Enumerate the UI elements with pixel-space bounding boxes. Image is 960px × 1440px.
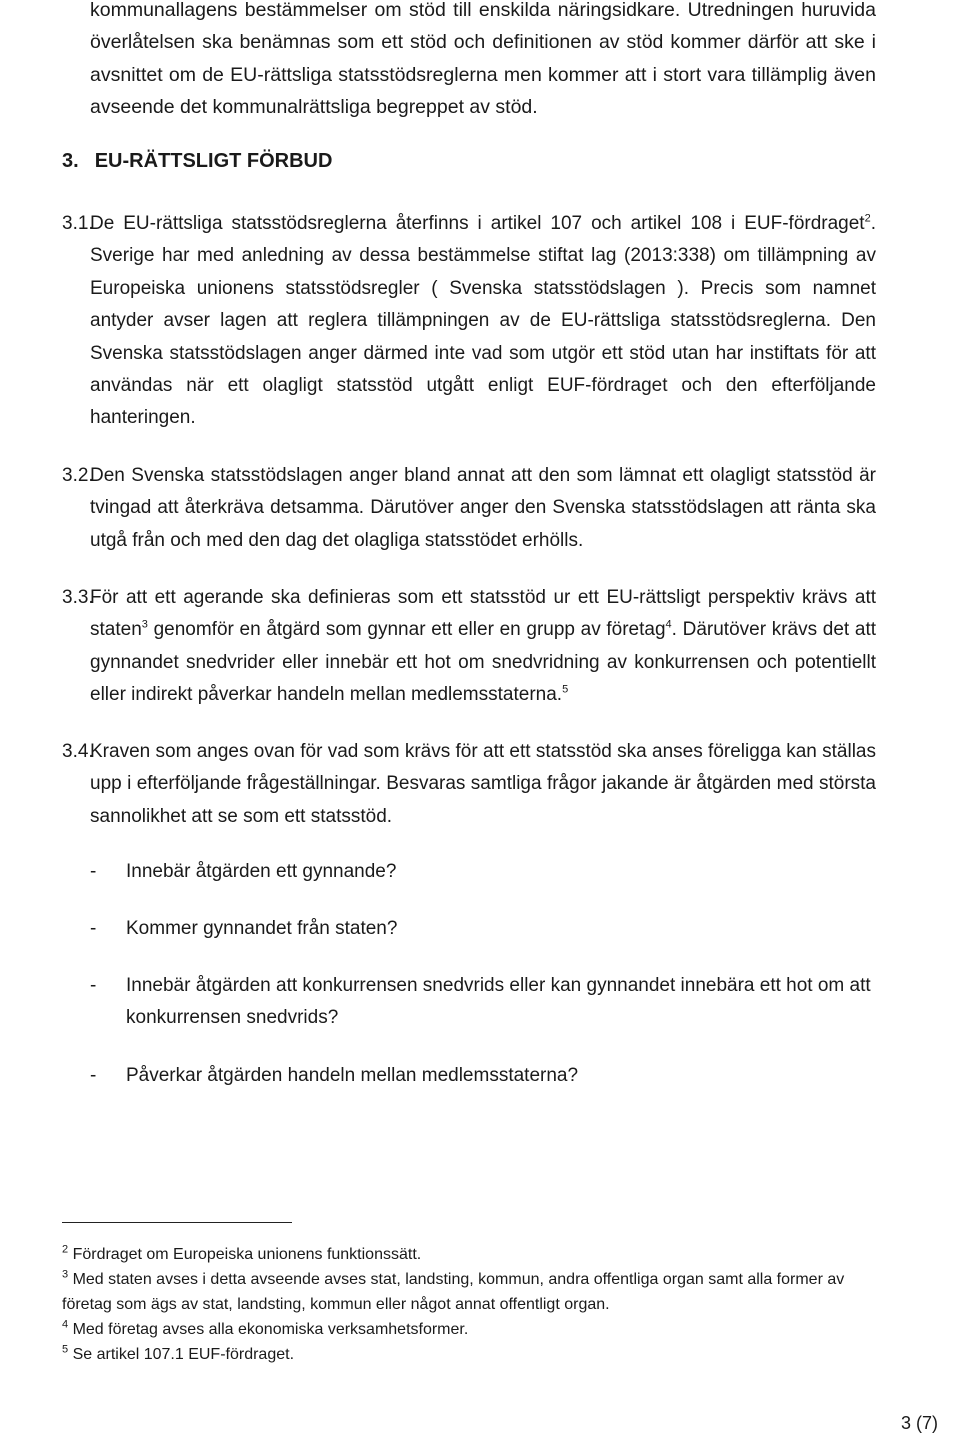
- section-number: 3.1.: [62, 213, 94, 234]
- footnote-ref[interactable]: 3: [141, 619, 148, 632]
- heading-number: 3.: [62, 150, 79, 172]
- footnote-text: Se artikel 107.1 EUF-fördraget.: [68, 1346, 295, 1363]
- footnote: [62, 1342, 882, 1367]
- footnote: [62, 1317, 882, 1342]
- footnote: [62, 1267, 882, 1317]
- question-text: Innebär åtgärden att konkurrensen snedvrids eller kan gynnandet innebära ett hot om att konkurrensen snedvrids?: [126, 975, 871, 1029]
- question-item: [90, 913, 876, 945]
- section-text: För att ett agerande ska definieras som ett statsstöd ur ett EU-rättsligt perspektiv krävs att staten: [90, 587, 876, 641]
- question-item: [90, 856, 876, 888]
- section-3-3: [62, 582, 876, 712]
- footnote: [62, 1242, 882, 1267]
- footnotes: [62, 1242, 882, 1367]
- section-3-1: [62, 208, 876, 435]
- footnote-text: Fördraget om Europeiska unionens funktionssätt.: [68, 1246, 422, 1263]
- question-item: [90, 970, 876, 1035]
- section-text: De EU-rättsliga statsstödsreglerna återfinns i artikel 107 och artikel 108 i EUF-fördraget: [90, 213, 865, 234]
- section-number: 3.4.: [62, 741, 94, 762]
- section-text: genomför en åtgärd som gynnar ett eller en grupp av företag: [147, 619, 666, 641]
- question-text: Kommer gynnandet från staten?: [126, 918, 398, 939]
- page-number: 3 (7): [900, 1413, 938, 1433]
- section-body: [90, 582, 876, 712]
- section-text: . Därutöver krävs det att gynnandet snedvrider eller innebär ett hot om snedvridning av konkurrensen och potentiellt eller indirekt påverkar handeln mellan medlemsstaterna.: [90, 619, 876, 706]
- list-dash: -: [90, 918, 97, 939]
- section-body: Den Svenska statsstödslagen anger bland annat att den som lämnat ett olagligt statsstöd är tvingad att återkräva detsamma. Därutöver anger den Svenska statsstödslagen att ränta ska utgå från och med den dag det olagliga statsstödet erhölls.: [90, 465, 876, 551]
- footnote-text: Med företag avses alla ekonomiska verksamhetsformer.: [68, 1321, 469, 1338]
- list-dash: -: [90, 1065, 97, 1086]
- footnote-number: 2: [62, 1243, 69, 1256]
- footnote-divider: [62, 1222, 292, 1223]
- section-body: [90, 208, 876, 435]
- question-item: [90, 1060, 876, 1092]
- section-number: 3.2.: [62, 465, 94, 486]
- footnote-text: Med staten avses i detta avseende avses stat, landsting, kommun, andra offentliga organ samt alla former av företag som ägs av stat, landsting, kommun eller något annat offentligt organ.: [62, 1271, 845, 1313]
- section-body: Kraven som anges ovan för vad som krävs för att ett statsstöd ska anses föreligga kan ställas upp i efterföljande frågeställningar. Besvaras samtliga frågor jakande är åtgärden med största sannolikhet att se som ett statsstöd.: [90, 741, 876, 827]
- footnote-ref[interactable]: 4: [665, 619, 672, 632]
- heading-title: EU-RÄTTSLIGT FÖRBUD: [94, 150, 333, 172]
- question-text: Påverkar åtgärden handeln mellan medlemsstaterna?: [126, 1065, 579, 1086]
- section-heading: [62, 150, 332, 173]
- section-number: 3.3.: [62, 587, 94, 608]
- footnote-number: 3: [62, 1268, 69, 1281]
- section-3-4: [62, 736, 876, 833]
- list-dash: -: [90, 861, 97, 882]
- section-text: . Sverige har med anledning av dessa bestämmelse stiftat lag (2013:338) om tillämpning av Europeiska unionens statsstödsregler ( Svenska statsstödslagen ). Precis som namnet antyder avser lagen att reglera tillämpningen av de EU-rättsliga statsstödsreglerna. Den Svenska statsstödslagen anger därmed inte vad som utgör ett stöd utan har instiftats för att användas när ett olagligt statsstöd utgått enligt EUF-fördraget och den efterföljande hanteringen.: [90, 213, 876, 429]
- footnote-number: 5: [62, 1343, 69, 1356]
- intro-paragraph: kommunallagens bestämmelser om stöd till enskilda näringsidkare. Utredningen huruvida överlåtelsen ska benämnas som ett stöd och definitionen av stöd kommer därför att ske i avsnittet om de EU-rättsliga statsstödsreglerna men kommer att i stort vara tillämplig även avseende det kommunalrättsliga begreppet av stöd.: [90, 0, 876, 119]
- list-dash: -: [90, 975, 97, 996]
- footnote-ref[interactable]: 2: [864, 212, 871, 225]
- question-text: Innebär åtgärden ett gynnande?: [126, 861, 397, 882]
- footnote-ref[interactable]: 5: [562, 683, 569, 696]
- footnote-number: 4: [62, 1318, 69, 1331]
- section-3-2: [62, 460, 876, 557]
